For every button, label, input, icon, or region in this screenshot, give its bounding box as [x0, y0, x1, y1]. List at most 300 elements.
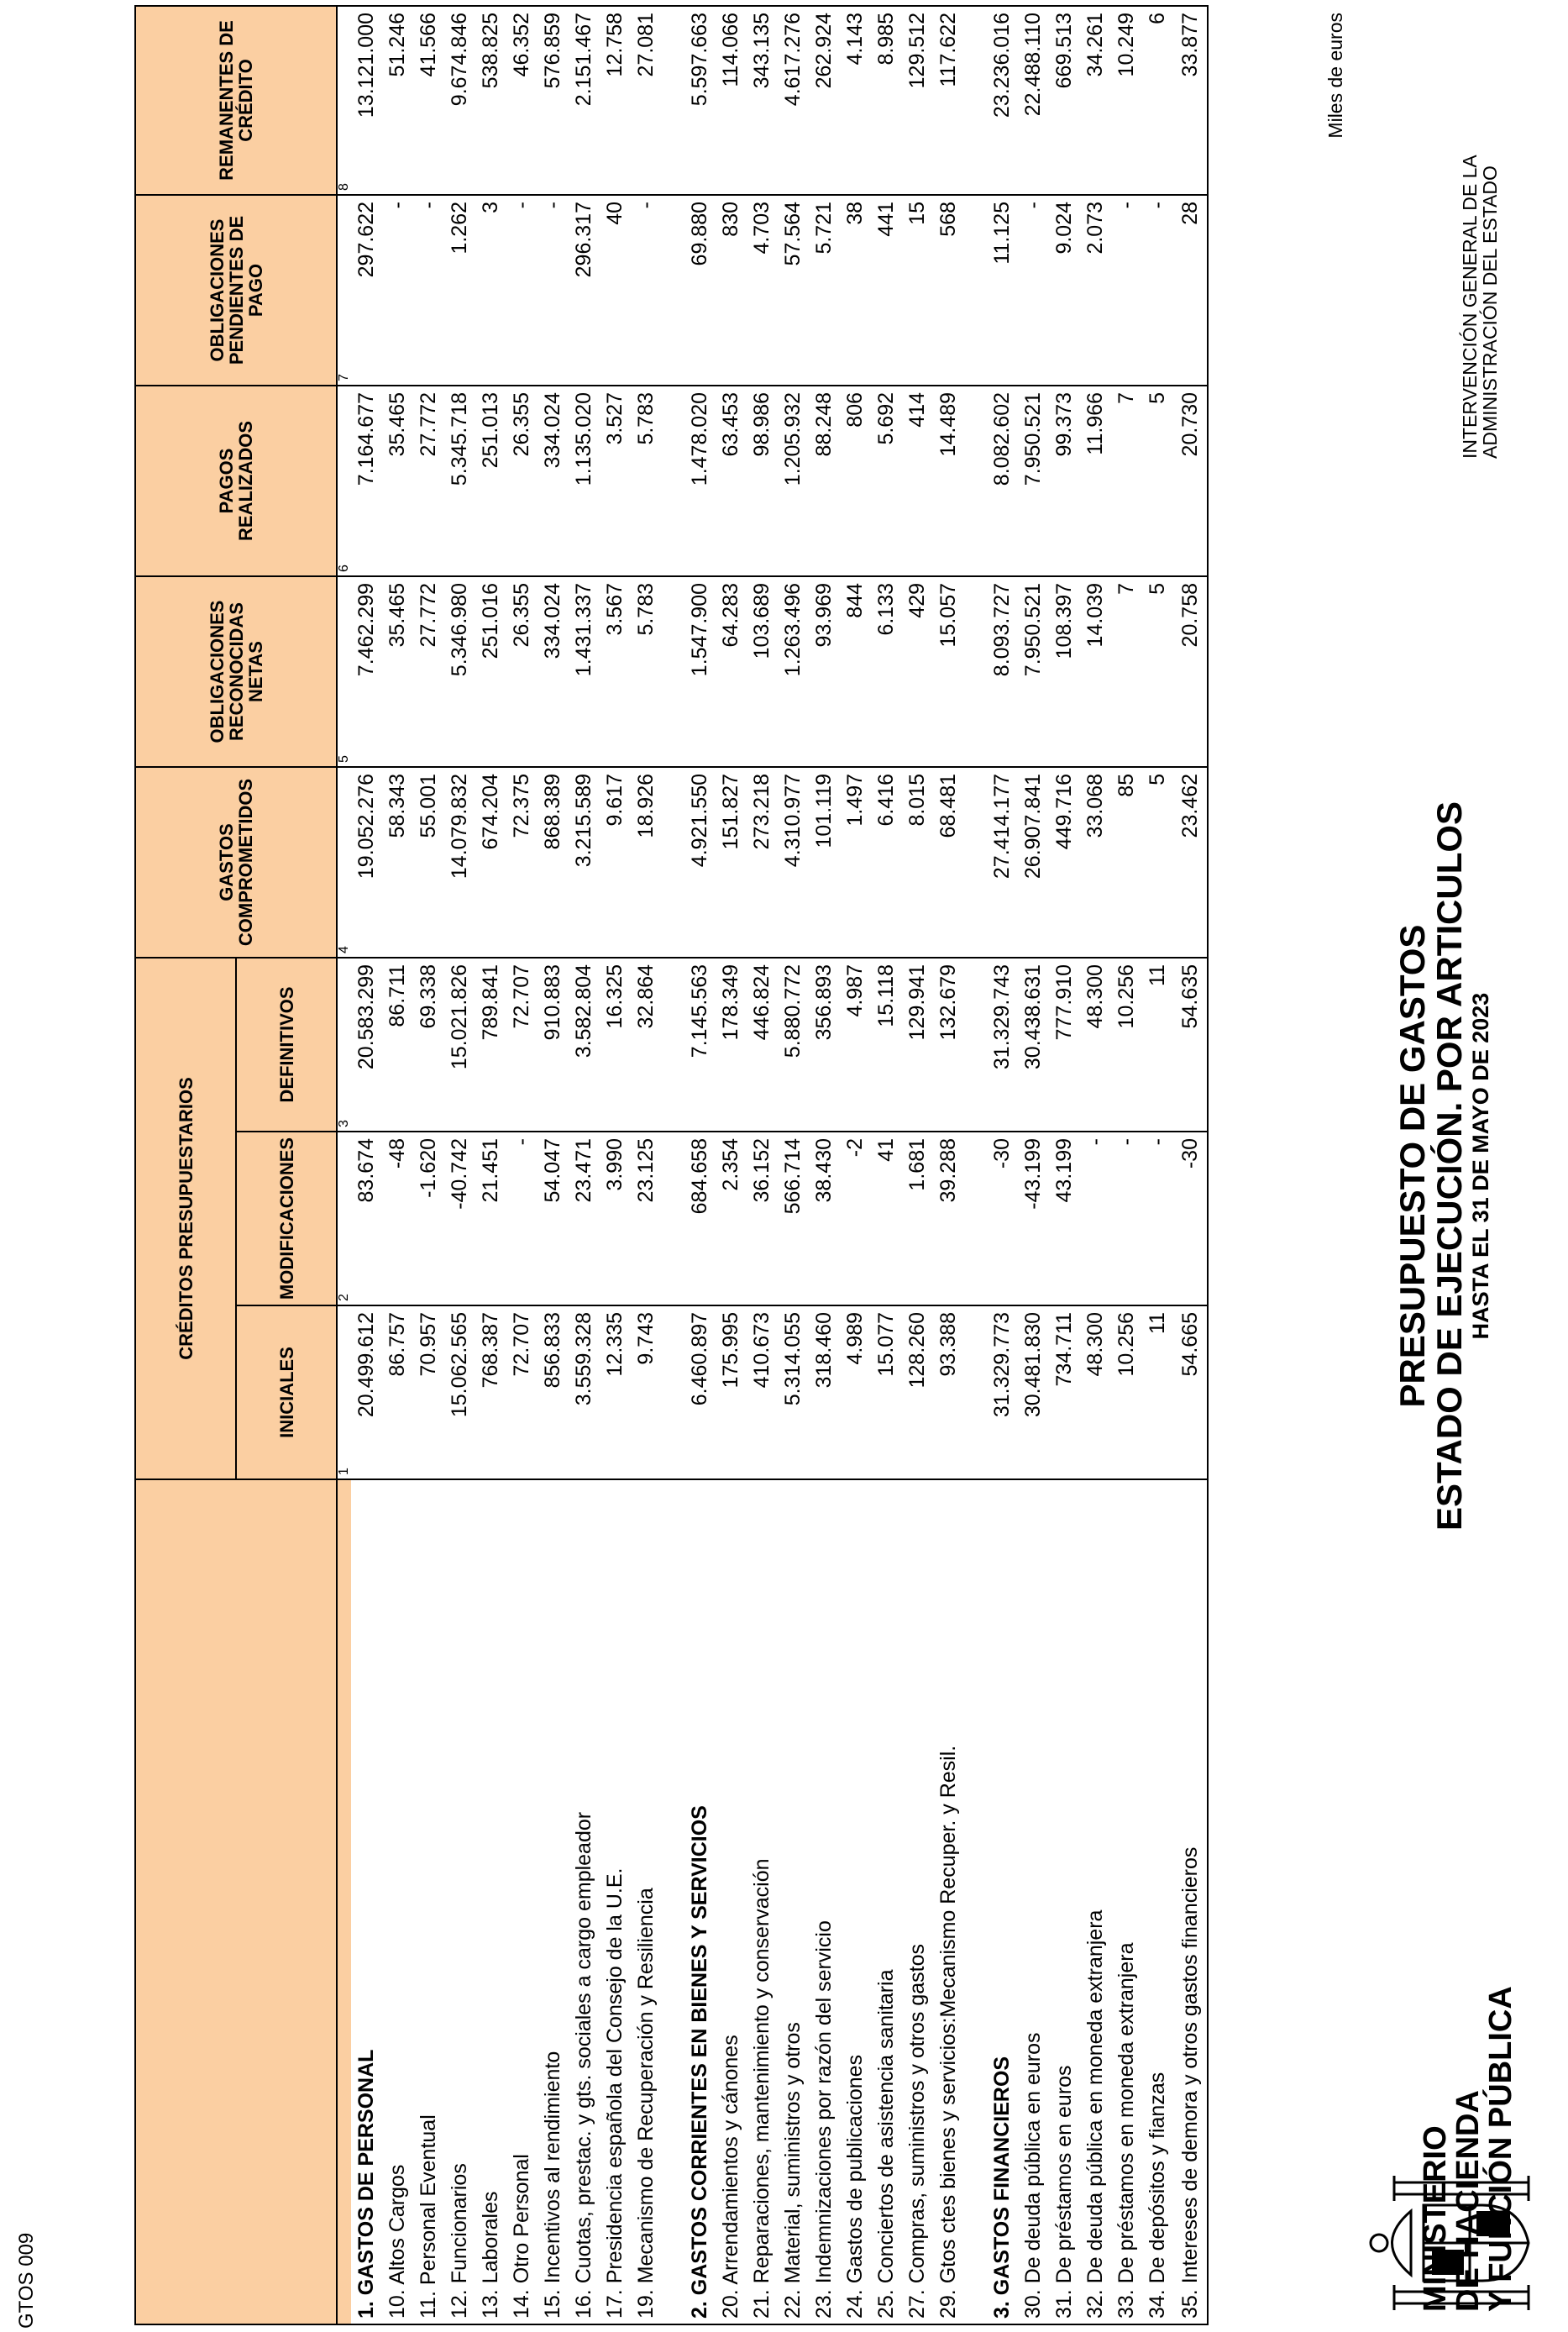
cell-value: 11.966 [1080, 386, 1111, 576]
table-row [631, 6, 662, 2324]
cell-value: 1.497 [840, 767, 871, 958]
cell-value: 33.068 [1080, 767, 1111, 958]
cell-value: 334.024 [538, 386, 569, 576]
cell-value: 35.465 [382, 576, 413, 767]
cell-value: 93.969 [809, 576, 840, 767]
cell-value: 251.013 [475, 386, 506, 576]
cell-value: 32.864 [631, 958, 662, 1132]
cell-value: 4.310.977 [778, 767, 809, 958]
row-label: 34. De depósitos y fianzas [1142, 1479, 1173, 2324]
cell-value: 38 [840, 195, 871, 386]
cell-value: 86.757 [382, 1305, 413, 1479]
ministry-line-1: MINISTERIO [1418, 2125, 1453, 2312]
row-label: 3. GASTOS FINANCIEROS [987, 1479, 1018, 2324]
cell-value: 8.082.602 [987, 386, 1018, 576]
cell-value: 7.950.521 [1018, 576, 1049, 767]
cell-value: 98.986 [747, 386, 778, 576]
row-label: 2. GASTOS CORRIENTES EN BIENES Y SERVICIOS [684, 1479, 716, 2324]
cell-value: 6.133 [871, 576, 902, 767]
row-label: 20. Arrendamientos y cánones [716, 1479, 747, 2324]
header-definitivos: DEFINITIVOS [236, 958, 337, 1132]
cell-value: 568 [933, 195, 964, 386]
cell-value: - [1018, 195, 1049, 386]
cell-value: 10.249 [1111, 6, 1142, 195]
cell-value: 273.218 [747, 767, 778, 958]
cell-value: 262.924 [809, 6, 840, 195]
cell-value: 23.471 [569, 1132, 600, 1305]
row-label: 11. Personal Eventual [413, 1479, 444, 2324]
cell-value: 3.582.804 [569, 958, 600, 1132]
cell-value: 2.073 [1080, 195, 1111, 386]
cell-value: 5.721 [809, 195, 840, 386]
cell-value: 14.489 [933, 386, 964, 576]
cell-value: 11.125 [987, 195, 1018, 386]
table-spacer-row [964, 6, 987, 2324]
cell-value: 3 [475, 195, 506, 386]
cell-value: 9.617 [600, 767, 631, 958]
cell-value: 566.714 [778, 1132, 809, 1305]
row-label [964, 1479, 987, 2324]
cell-value: 1.205.932 [778, 386, 809, 576]
cell-value: 576.859 [538, 6, 569, 195]
cell-value: 58.343 [382, 767, 413, 958]
cell-value: 70.957 [413, 1305, 444, 1479]
cell-value: 5.597.663 [684, 6, 716, 195]
column-number: 1 [337, 1305, 351, 1479]
cell-value: 8.015 [902, 767, 933, 958]
row-label: 22. Material, suministros y otros [778, 1479, 809, 2324]
cell-value: 10.256 [1111, 958, 1142, 1132]
cell-value: 38.430 [809, 1132, 840, 1305]
column-number: 5 [337, 576, 351, 767]
column-number: 6 [337, 386, 351, 576]
cell-value: 35.465 [382, 386, 413, 576]
cell-value: 117.622 [933, 6, 964, 195]
cell-value: 5.346.980 [444, 576, 475, 767]
table-row [871, 6, 902, 2324]
cell-value: 1.135.020 [569, 386, 600, 576]
cell-value: 1.431.337 [569, 576, 600, 767]
cell-value: 12.758 [600, 6, 631, 195]
cell-value: 51.246 [382, 6, 413, 195]
cell-value: 27.081 [631, 6, 662, 195]
cell-value: 251.016 [475, 576, 506, 767]
cell-value: 4.987 [840, 958, 871, 1132]
cell-value: 15.057 [933, 576, 964, 767]
cell-value: 23.236.016 [987, 6, 1018, 195]
cell-value: 175.995 [716, 1305, 747, 1479]
cell-value: 910.883 [538, 958, 569, 1132]
row-label: 25. Conciertos de asistencia sanitaria [871, 1479, 902, 2324]
cell-value: 54.047 [538, 1132, 569, 1305]
header-pendientes: OBLIGACIONES PENDIENTES DE PAGO [135, 195, 337, 386]
cell-value: 844 [840, 576, 871, 767]
budget-table [134, 5, 1209, 2325]
row-label: 21. Reparaciones, mantenimiento y conservación [747, 1479, 778, 2324]
cell-value: 30.481.830 [1018, 1305, 1049, 1479]
cell-value: 449.716 [1049, 767, 1080, 958]
cell-value: - [506, 195, 538, 386]
cell-value: 356.893 [809, 958, 840, 1132]
table-row [382, 6, 413, 2324]
cell-value: 46.352 [506, 6, 538, 195]
cell-value: 414 [902, 386, 933, 576]
cell-value: 318.460 [809, 1305, 840, 1479]
cell-value: -48 [382, 1132, 413, 1305]
table-row [716, 6, 747, 2324]
cell-value: 8.985 [871, 6, 902, 195]
cell-value: 11 [1142, 1305, 1173, 1479]
cell-value: 128.260 [902, 1305, 933, 1479]
cell-value: 4.617.276 [778, 6, 809, 195]
header-creditos: CRÉDITOS PRESUPUESTARIOS [135, 958, 236, 1479]
cell-value: 3.527 [600, 386, 631, 576]
cell-value: 101.119 [809, 767, 840, 958]
cell-value: 856.833 [538, 1305, 569, 1479]
cell-value: 13.121.000 [351, 6, 382, 195]
cell-value: 72.707 [506, 1305, 538, 1479]
cell-value: 3.567 [600, 576, 631, 767]
table-group-row [987, 6, 1018, 2324]
cell-value: 7.950.521 [1018, 386, 1049, 576]
table-row [1142, 6, 1173, 2324]
column-number: 2 [337, 1132, 351, 1305]
table-row [778, 6, 809, 2324]
cell-value: 54.665 [1173, 1305, 1208, 1479]
header-modificaciones: MODIFICACIONES [236, 1132, 337, 1305]
cell-value: 26.355 [506, 386, 538, 576]
table-row [506, 6, 538, 2324]
cell-value: 9.674.846 [444, 6, 475, 195]
table-spacer-row [662, 6, 684, 2324]
cell-value: 132.679 [933, 958, 964, 1132]
table-row [747, 6, 778, 2324]
table-row [413, 6, 444, 2324]
table-row [538, 6, 569, 2324]
cell-value: 16.325 [600, 958, 631, 1132]
cell-value: 20.730 [1173, 386, 1208, 576]
column-number-blank [337, 1479, 351, 2324]
cell-value: 15 [902, 195, 933, 386]
title-line-1: PRESUPUESTO DE GASTOS [1392, 924, 1432, 1408]
cell-value: 23.462 [1173, 767, 1208, 958]
cell-value: 7.462.299 [351, 576, 382, 767]
cell-value: 334.024 [538, 576, 569, 767]
cell-value: 296.317 [569, 195, 600, 386]
cell-value: 7 [1111, 386, 1142, 576]
cell-value: -30 [987, 1132, 1018, 1305]
cell-value: 19.052.276 [351, 767, 382, 958]
cell-value: 48.300 [1080, 958, 1111, 1132]
cell-value: -43.199 [1018, 1132, 1049, 1305]
cell-value: 768.387 [475, 1305, 506, 1479]
cell-value: 4.921.550 [684, 767, 716, 958]
cell-value: 22.488.110 [1018, 6, 1049, 195]
row-label: 35. Intereses de demora y otros gastos financieros [1173, 1479, 1208, 2324]
cell-value: 27.772 [413, 576, 444, 767]
title-line-3: HASTA EL 31 DE MAYO DE 2023 [1468, 992, 1493, 1340]
cell-value: 48.300 [1080, 1305, 1111, 1479]
table-group-row [351, 6, 382, 2324]
row-label: 10. Altos Cargos [382, 1479, 413, 2324]
table-row [1173, 6, 1208, 2324]
column-number: 3 [337, 958, 351, 1132]
cell-value: 9.743 [631, 1305, 662, 1479]
cell-value: 3.559.328 [569, 1305, 600, 1479]
units-label: Miles de euros [1324, 13, 1346, 139]
cell-value [662, 1305, 684, 1479]
cell-value: 8.093.727 [987, 576, 1018, 767]
cell-value: -1.620 [413, 1132, 444, 1305]
cell-value: 93.388 [933, 1305, 964, 1479]
cell-value [964, 386, 987, 576]
cell-value: 5.783 [631, 386, 662, 576]
table-row [1049, 6, 1080, 2324]
column-number: 4 [337, 767, 351, 958]
row-label: 24. Gastos de publicaciones [840, 1479, 871, 2324]
cell-value: 68.481 [933, 767, 964, 958]
cell-value: 83.674 [351, 1132, 382, 1305]
cell-value: 806 [840, 386, 871, 576]
row-label: 33. De préstamos en moneda extranjera [1111, 1479, 1142, 2324]
row-label: 27. Compras, suministros y otros gastos [902, 1479, 933, 2324]
cell-value: 297.622 [351, 195, 382, 386]
cell-value: 868.389 [538, 767, 569, 958]
cell-value [662, 1132, 684, 1305]
row-label: 23. Indemnizaciones por razón del servicio [809, 1479, 840, 2324]
cell-value: - [1142, 195, 1173, 386]
header-concept [135, 1479, 337, 2324]
cell-value: 36.152 [747, 1132, 778, 1305]
cell-value: 14.079.832 [444, 767, 475, 958]
cell-value: 86.711 [382, 958, 413, 1132]
cell-value: 99.373 [1049, 386, 1080, 576]
table-body [337, 6, 1208, 2324]
cell-value: 27.772 [413, 386, 444, 576]
cell-value: 151.827 [716, 767, 747, 958]
cell-value: 1.263.496 [778, 576, 809, 767]
cell-value: 1.547.900 [684, 576, 716, 767]
header-pagos: PAGOS REALIZADOS [135, 386, 337, 576]
cell-value: 63.453 [716, 386, 747, 576]
cell-value: 789.841 [475, 958, 506, 1132]
header-iniciales: INICIALES [236, 1305, 337, 1479]
cell-value: 88.248 [809, 386, 840, 576]
cell-value: 3.990 [600, 1132, 631, 1305]
cell-value: 1.478.020 [684, 386, 716, 576]
cell-value [964, 1305, 987, 1479]
table-row [444, 6, 475, 2324]
table-row [809, 6, 840, 2324]
cell-value: 5 [1142, 386, 1173, 576]
cell-value: 830 [716, 195, 747, 386]
table-row [1111, 6, 1142, 2324]
cell-value: 11 [1142, 958, 1173, 1132]
row-label [662, 1479, 684, 2324]
cell-value: 114.066 [716, 6, 747, 195]
cell-value: 429 [902, 576, 933, 767]
cell-value: 129.512 [902, 6, 933, 195]
cell-value: - [1080, 1132, 1111, 1305]
cell-value: 7.164.677 [351, 386, 382, 576]
cell-value: 2.354 [716, 1132, 747, 1305]
cell-value: 72.375 [506, 767, 538, 958]
cell-value: 30.438.631 [1018, 958, 1049, 1132]
cell-value: 15.021.826 [444, 958, 475, 1132]
cell-value: 684.658 [684, 1132, 716, 1305]
cell-value: 43.199 [1049, 1132, 1080, 1305]
row-label: 13. Laborales [475, 1479, 506, 2324]
row-label: 1. GASTOS DE PERSONAL [351, 1479, 382, 2324]
table-row [902, 6, 933, 2324]
cell-value: 178.349 [716, 958, 747, 1132]
cell-value: 674.204 [475, 767, 506, 958]
cell-value: - [1142, 1132, 1173, 1305]
cell-value: 33.877 [1173, 6, 1208, 195]
table-row [1018, 6, 1049, 2324]
cell-value: 41.566 [413, 6, 444, 195]
agency-line-2: ADMINISTRACIÓN DEL ESTADO [1479, 165, 1501, 459]
cell-value: 446.824 [747, 958, 778, 1132]
cell-value [662, 767, 684, 958]
cell-value: 26.907.841 [1018, 767, 1049, 958]
cell-value: 23.125 [631, 1132, 662, 1305]
cell-value: - [631, 195, 662, 386]
cell-value: 15.077 [871, 1305, 902, 1479]
cell-value: - [506, 1132, 538, 1305]
table-row [933, 6, 964, 2324]
cell-value: 69.338 [413, 958, 444, 1132]
cell-value: - [382, 195, 413, 386]
cell-value: 55.001 [413, 767, 444, 958]
cell-value: 21.451 [475, 1132, 506, 1305]
cell-value: 39.288 [933, 1132, 964, 1305]
cell-value: 9.024 [1049, 195, 1080, 386]
row-label: 31. De préstamos en euros [1049, 1479, 1080, 2324]
cell-value: 1.262 [444, 195, 475, 386]
row-label: 30. De deuda pública en euros [1018, 1479, 1049, 2324]
cell-value: 5 [1142, 576, 1173, 767]
agency-name [1460, 155, 1500, 459]
cell-value: 108.397 [1049, 576, 1080, 767]
cell-value: 103.689 [747, 576, 778, 767]
cell-value: 5.692 [871, 386, 902, 576]
cell-value: 41 [871, 1132, 902, 1305]
footer-code: GTOS 009 [15, 2232, 38, 2329]
cell-value [964, 1132, 987, 1305]
row-label: 15. Incentivos al rendimiento [538, 1479, 569, 2324]
cell-value: 4.703 [747, 195, 778, 386]
row-label: 16. Cuotas, prestac. y gts. sociales a cargo empleador [569, 1479, 600, 2324]
table-row [600, 6, 631, 2324]
cell-value: 3.215.589 [569, 767, 600, 958]
cell-value: 57.564 [778, 195, 809, 386]
row-label: 32. De deuda pública en moneda extranjera [1080, 1479, 1111, 2324]
cell-value: 10.256 [1111, 1305, 1142, 1479]
table-row [475, 6, 506, 2324]
cell-value: 12.335 [600, 1305, 631, 1479]
row-label: 14. Otro Personal [506, 1479, 538, 2324]
cell-value: 28 [1173, 195, 1208, 386]
title-line-2: ESTADO DE EJECUCIÓN. POR ARTICULOS [1429, 801, 1469, 1531]
cell-value: 64.283 [716, 576, 747, 767]
cell-value [964, 195, 987, 386]
cell-value: 4.989 [840, 1305, 871, 1479]
cell-value [662, 576, 684, 767]
cell-value: 6.460.897 [684, 1305, 716, 1479]
cell-value: - [1111, 195, 1142, 386]
table-row [569, 6, 600, 2324]
cell-value: 14.039 [1080, 576, 1111, 767]
cell-value [964, 6, 987, 195]
cell-value [662, 6, 684, 195]
cell-value: 72.707 [506, 958, 538, 1132]
column-number-row [337, 6, 351, 2324]
table-row [840, 6, 871, 2324]
cell-value: -2 [840, 1132, 871, 1305]
cell-value: 5.345.718 [444, 386, 475, 576]
cell-value [662, 386, 684, 576]
header-obligaciones: OBLIGACIONES RECONOCIDAS NETAS [135, 576, 337, 767]
row-label: 29. Gtos ctes bienes y servicios:Mecanismo Recuper. y Resil. [933, 1479, 964, 2324]
cell-value: 7.145.563 [684, 958, 716, 1132]
cell-value: 20.758 [1173, 576, 1208, 767]
cell-value [662, 195, 684, 386]
agency-line-1: INTERVENCIÓN GENERAL DE LA [1459, 155, 1481, 459]
row-label: 19. Mecanismo de Recuperación y Resiliencia [631, 1479, 662, 2324]
cell-value: 669.513 [1049, 6, 1080, 195]
cell-value: 31.329.743 [987, 958, 1018, 1132]
table-row [1080, 6, 1111, 2324]
cell-value: 34.261 [1080, 6, 1111, 195]
row-label: 12. Funcionarios [444, 1479, 475, 2324]
cell-value: 343.135 [747, 6, 778, 195]
cell-value: 69.880 [684, 195, 716, 386]
cell-value: 85 [1111, 767, 1142, 958]
cell-value: - [538, 195, 569, 386]
cell-value: 40 [600, 195, 631, 386]
cell-value: 26.355 [506, 576, 538, 767]
cell-value: 4.143 [840, 6, 871, 195]
cell-value: 129.941 [902, 958, 933, 1132]
cell-value: 5.880.772 [778, 958, 809, 1132]
cell-value: 15.118 [871, 958, 902, 1132]
cell-value: -40.742 [444, 1132, 475, 1305]
cell-value: 1.681 [902, 1132, 933, 1305]
cell-value: - [413, 195, 444, 386]
cell-value: 6 [1142, 6, 1173, 195]
cell-value: 54.635 [1173, 958, 1208, 1132]
cell-value: -30 [1173, 1132, 1208, 1305]
row-label: 17. Presidencia española del Consejo de la U.E. [600, 1479, 631, 2324]
cell-value [662, 958, 684, 1132]
ministry-line-2: DE HACIENDA [1450, 2090, 1486, 2312]
cell-value: 5.783 [631, 576, 662, 767]
cell-value [964, 576, 987, 767]
cell-value: 18.926 [631, 767, 662, 958]
header-remanentes: REMANENTES DE CRÉDITO [135, 6, 337, 195]
cell-value: 441 [871, 195, 902, 386]
cell-value: 20.583.299 [351, 958, 382, 1132]
cell-value: 7 [1111, 576, 1142, 767]
cell-value: 2.151.467 [569, 6, 600, 195]
cell-value: 5 [1142, 767, 1173, 958]
cell-value: 15.062.565 [444, 1305, 475, 1479]
cell-value: - [1111, 1132, 1142, 1305]
cell-value: 538.825 [475, 6, 506, 195]
cell-value: 5.314.055 [778, 1305, 809, 1479]
ministry-line-3: Y FUNCIÓN PÚBLICA [1483, 1986, 1518, 2312]
